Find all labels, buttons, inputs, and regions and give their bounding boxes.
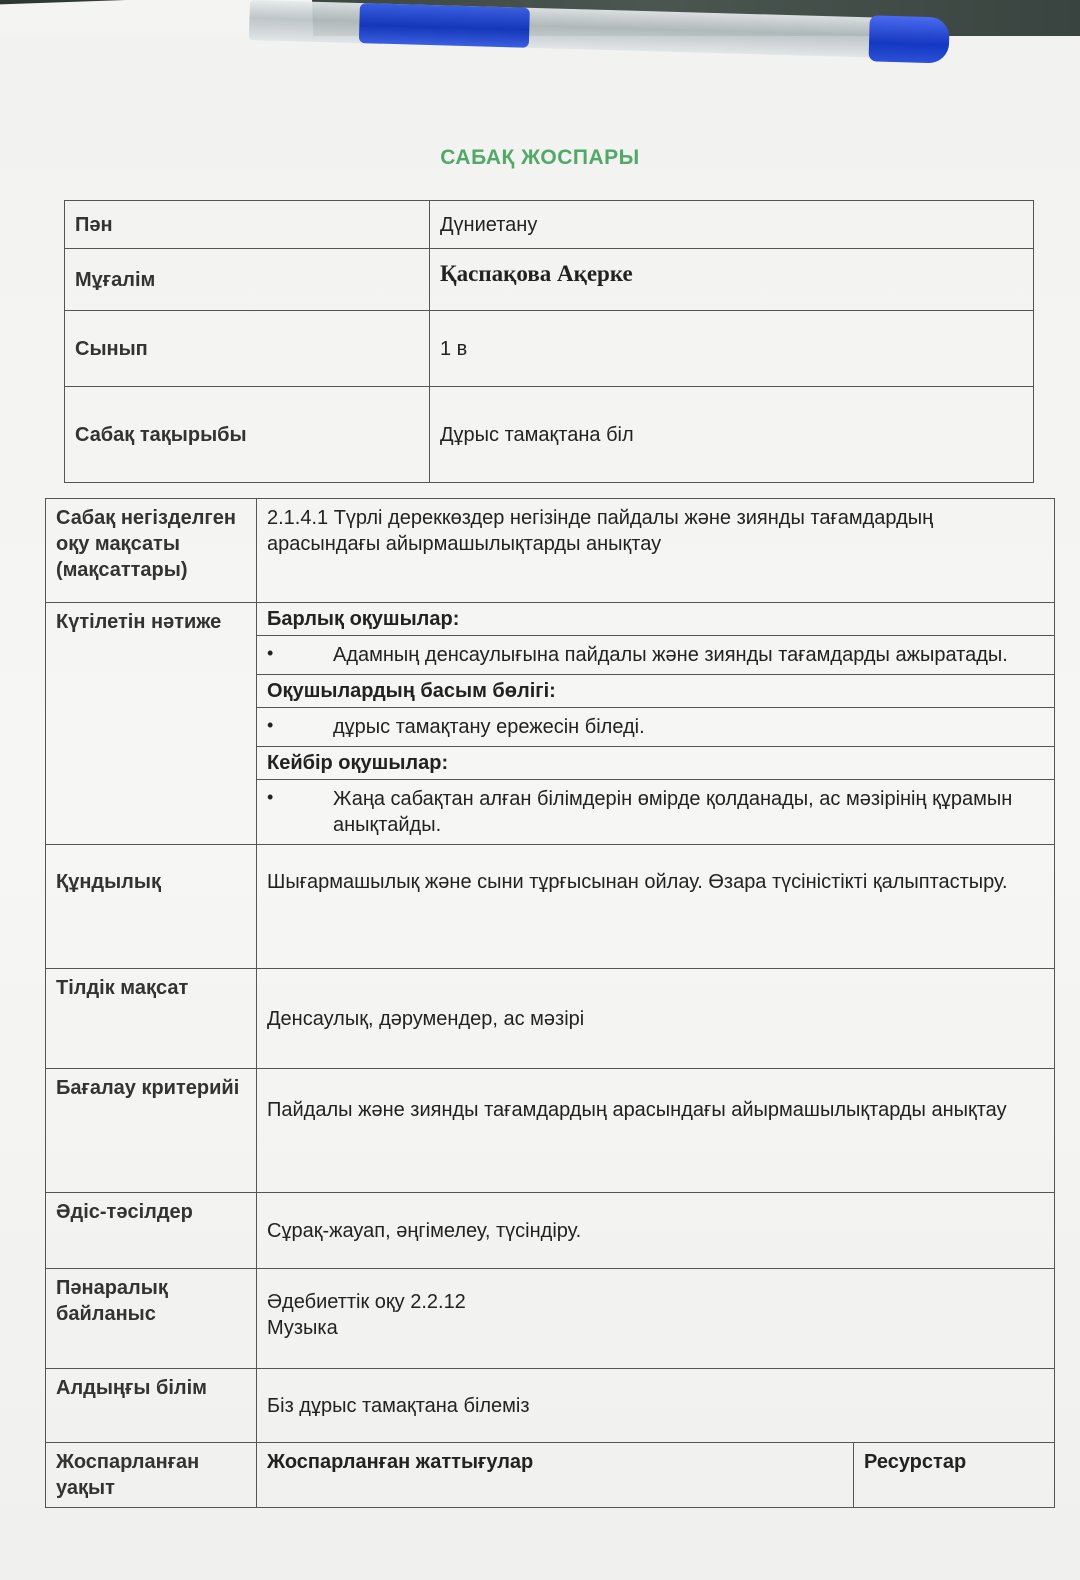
table-row — [65, 387, 1034, 483]
resources-header: Ресурстар — [854, 1443, 1055, 1508]
methods-label: Әдіс-тәсілдер — [46, 1193, 257, 1269]
interdisciplinary-line-2: Музыка — [267, 1317, 338, 1339]
criteria-label: Бағалау критерийі — [46, 1069, 257, 1193]
teacher-value: Қаспақова Ақерке — [430, 249, 1034, 311]
bullet-icon: • — [267, 643, 274, 663]
values-value: Шығармашылық және сыни тұрғысынан ойлау. Өзара түсіністікті қалыптастыру. — [257, 845, 1055, 969]
table-row — [65, 249, 1034, 311]
table-row — [46, 1369, 1055, 1443]
language-goal-label: Тілдік мақсат — [46, 969, 257, 1069]
class-label: Сынып — [65, 311, 430, 387]
table-row — [46, 1193, 1055, 1269]
interdisciplinary-value — [257, 1269, 1055, 1369]
class-value: 1 в — [430, 311, 1034, 387]
list-item — [257, 708, 1055, 747]
group-heading: Кейбір оқушылар: — [257, 747, 1055, 780]
table-row — [46, 845, 1055, 969]
values-label: Құндылық — [46, 845, 257, 969]
pen-cap — [869, 15, 950, 63]
group-item: Адамның денсаулығына пайдалы және зиянды тағамдарды ажыратады. — [333, 644, 1008, 666]
group-heading: Оқушылардың басым бөлігі: — [257, 675, 1055, 708]
list-item — [257, 780, 1055, 845]
prior-knowledge-label: Алдыңғы білім — [46, 1369, 257, 1443]
table-row — [46, 969, 1055, 1069]
topic-label: Сабақ тақырыбы — [65, 387, 430, 483]
table-row — [65, 201, 1034, 249]
group-heading: Барлық оқушылар: — [257, 603, 1055, 636]
table-row — [46, 1443, 1055, 1508]
prior-knowledge-value: Біз дұрыс тамақтана білеміз — [257, 1369, 1055, 1443]
topic-value: Дұрыс тамақтана біл — [430, 387, 1034, 483]
pen-grip — [359, 3, 530, 48]
bullet-icon: • — [267, 715, 274, 735]
group-item: дұрыс тамақтану ережесін біледі. — [333, 716, 645, 738]
methods-value: Сұрақ-жауап, әңгімелеу, түсіндіру. — [257, 1193, 1055, 1269]
planned-activities-header: Жоспарланған жаттығулар — [257, 1443, 854, 1508]
criteria-value: Пайдалы және зиянды тағамдардың арасындағы айырмашылықтарды анықтау — [257, 1069, 1055, 1193]
language-goal-value: Денсаулық, дәрумендер, ас мәзірі — [257, 969, 1055, 1069]
table-row — [46, 499, 1055, 603]
objectives-value: 2.1.4.1 Түрлі дереккөздер негізінде пайдалы және зиянды тағамдардың арасындағы айырмашылықтарды анықтау — [257, 499, 1055, 603]
planned-time-header: Жоспарланған уақыт — [46, 1443, 257, 1508]
interdisciplinary-label: Пәнаралық байланыс — [46, 1269, 257, 1369]
group-item: Жаңа сабақтан алған білімдерін өмірде қолданады, ас мәзірінің құрамын анықтайды. — [333, 788, 1013, 836]
interdisciplinary-line-1: Әдебиеттік оқу 2.2.12 — [267, 1291, 466, 1313]
bullet-icon: • — [267, 787, 274, 807]
lesson-plan-table — [45, 498, 1055, 1508]
subject-value: Дүниетану — [430, 201, 1034, 249]
table-row — [46, 603, 1055, 636]
header-table — [64, 200, 1034, 483]
table-row — [65, 311, 1034, 387]
objectives-label: Сабақ негізделген оқу мақсаты (мақсаттары) — [46, 499, 257, 603]
subject-label: Пән — [65, 201, 430, 249]
expected-label: Күтілетін нәтиже — [46, 603, 257, 845]
table-row — [46, 1069, 1055, 1193]
table-row — [46, 1269, 1055, 1369]
list-item — [257, 636, 1055, 675]
page-title: САБАҚ ЖОСПАРЫ — [440, 146, 640, 169]
teacher-label: Мұғалім — [65, 249, 430, 311]
